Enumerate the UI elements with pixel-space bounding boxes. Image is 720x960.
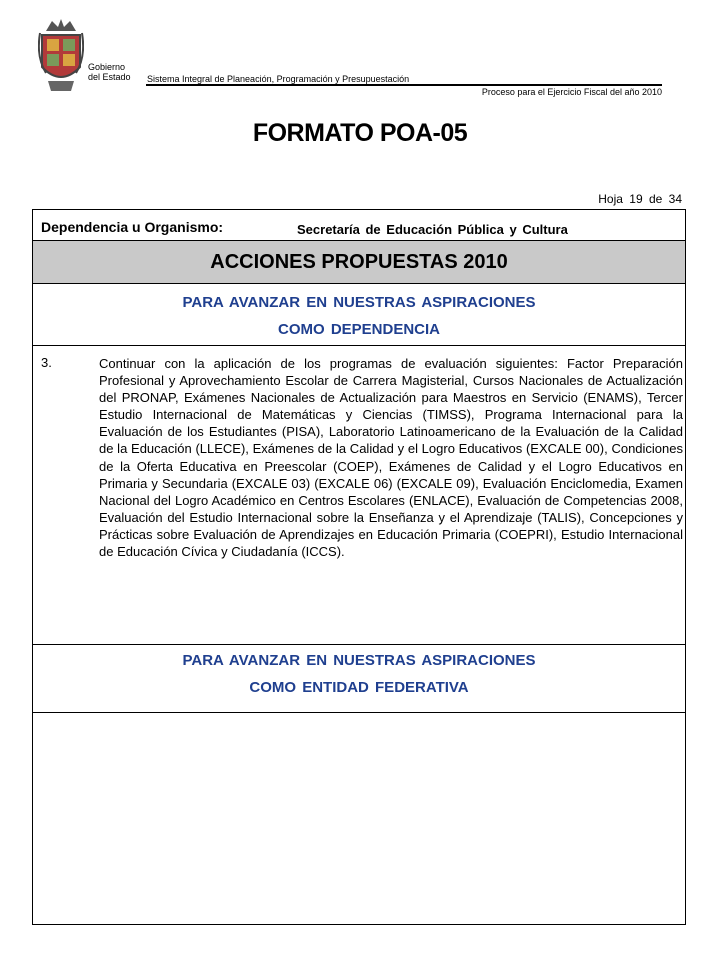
process-year: Proceso para el Ejercicio Fiscal del año 2010 (481, 87, 662, 97)
heading-dependencia-line2: COMO DEPENDENCIA (277, 321, 440, 338)
section-title: ACCIONES PROPUESTAS 2010 (33, 241, 685, 284)
system-name: Sistema Integral de Planeación, Programación y Presupuestación (147, 74, 410, 84)
heading-entidad (33, 645, 685, 713)
empty-section (33, 713, 685, 924)
page-title: FORMATO POA-05 (252, 119, 468, 147)
dependency-value: Secretaría de Educación Pública y Cultura (297, 222, 568, 237)
government-line1: Gobierno (88, 62, 126, 72)
action-item-number: 3. (41, 355, 52, 370)
action-item-text: Continuar con la aplicación de los programas de evaluación siguientes: Factor Preparación Profesional y Aprovechamiento Escolar de Carrera Magisterial, Cursos Nacionales de Actualización del PRONAP, Exámenes Nacionales de Actualización para Maestros en Servicio (ENAMS), Tercer Estudio Internacional de Matemáticas y Ciencias (TIMSS), Programa Internacional para la Evaluación de los Estudiantes (PISA), Laboratorio Latinoamericano de la Evaluación de la Calidad de la Educación (LLECE), Exámenes de la Calidad y el Logro Educativos (EXCALE 00), Condiciones de la Oferta Educativa en Preescolar (COEP), Exámenes de Calidad y el Logro Educativos en Primaria y Secundaria (EXCALE 03) (EXCALE 06) (EXCALE 09), Evaluación Enciclomedia, Examen Nacional del Logro Académico en Centros Escolares (ENLACE), Evaluación de Competencias 2008, Evaluación del Estudio Internacional sobre la Enseñanza y el Aprendizaje (TALIS), Concepciones y Prácticas sobre Evaluación de Aprendizajes en Educación Primaria (COEPRI), Estudio Internacional de Educación Cívica y Ciudadanía (ICCS). (99, 356, 683, 560)
heading-entidad-line2: COMO ENTIDAD FEDERATIVA (249, 679, 469, 696)
header-divider (146, 84, 662, 86)
coat-of-arms-icon (38, 17, 84, 95)
sheet-number: Hoja 19 de 34 (598, 192, 682, 206)
heading-entidad-line1: PARA AVANZAR EN NUESTRAS ASPIRACIONES (182, 652, 536, 669)
government-label (88, 62, 131, 82)
heading-dependencia-line1: PARA AVANZAR EN NUESTRAS ASPIRACIONES (182, 294, 536, 311)
form-table (32, 209, 686, 925)
heading-dependencia (33, 284, 685, 346)
dependency-label: Dependencia u Organismo: (41, 219, 224, 235)
action-item (33, 346, 685, 645)
government-line2: del Estado (88, 72, 131, 82)
dependency-row (33, 210, 685, 241)
